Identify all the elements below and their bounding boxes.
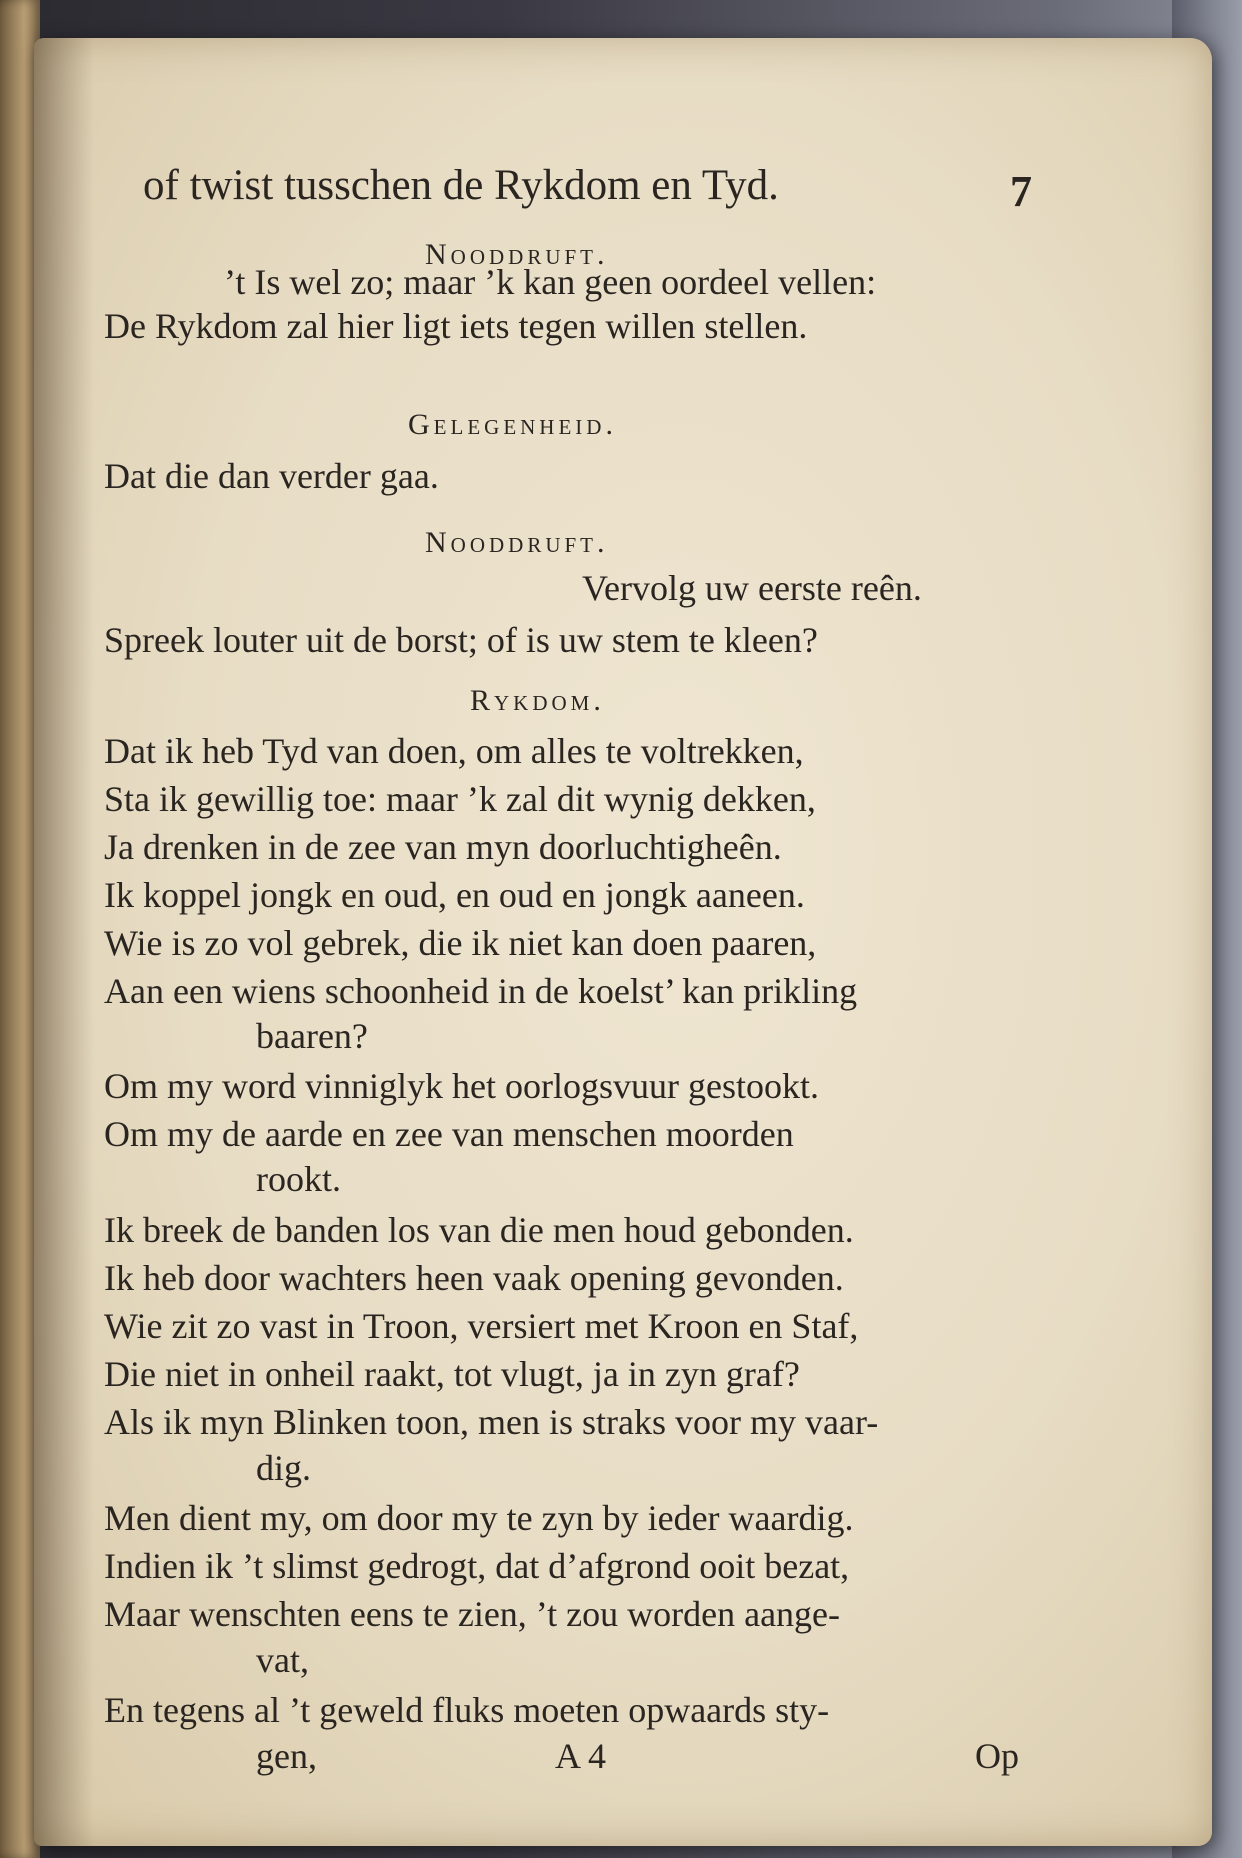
- verse-line: Maar wenschten eens te zien, ’t zou worden aange-: [104, 1594, 841, 1634]
- verse-line: Ja drenken in de zee van myn doorluchtigheên.: [104, 827, 782, 867]
- verse-line: Wie is zo vol gebrek, die ik niet kan doen paaren,: [104, 923, 817, 963]
- verse-line: Dat ik heb Tyd van doen, om alles te voltrekken,: [104, 731, 804, 771]
- running-title: of twist tusschen de Rykdom en Tyd.: [143, 162, 779, 209]
- verse-continuation: gen,: [256, 1736, 317, 1776]
- verse-continuation: baaren?: [256, 1016, 368, 1056]
- verse-line: Als ik myn Blinken toon, men is straks voor my vaar-: [104, 1402, 879, 1442]
- speaker-heading: Rykdom.: [470, 684, 605, 717]
- verse-continuation: dig.: [256, 1448, 312, 1488]
- speaker-heading: Nooddruft.: [425, 238, 609, 271]
- verse-continuation: rookt.: [256, 1159, 341, 1199]
- verse-line: Om my word vinniglyk het oorlogsvuur gestookt.: [104, 1066, 819, 1106]
- verse-line: Vervolg uw eerste reên.: [582, 568, 922, 608]
- verse-line: Spreek louter uit de borst; of is uw stem te kleen?: [104, 620, 818, 660]
- signature-mark: A 4: [555, 1736, 607, 1776]
- verse-line: Aan een wiens schoonheid in de koelst’ kan prikling: [104, 971, 858, 1011]
- page-number: 7: [1010, 167, 1032, 216]
- verse-line: Ik breek de banden los van die men houd gebonden.: [104, 1210, 854, 1250]
- verse-line: Om my de aarde en zee van menschen moorden: [104, 1114, 794, 1154]
- speaker-heading: Gelegenheid.: [408, 408, 617, 441]
- verse-line: Indien ik ’t slimst gedrogt, dat d’afgrond ooit bezat,: [104, 1546, 850, 1586]
- verse-line: ’t Is wel zo; maar ’k kan geen oordeel vellen:: [224, 262, 877, 302]
- verse-line: Ik koppel jongk en oud, en oud en jongk aaneen.: [104, 875, 805, 915]
- speaker-heading: Nooddruft.: [425, 526, 609, 559]
- verse-line: Ik heb door wachters heen vaak opening gevonden.: [104, 1258, 844, 1298]
- verse-line: En tegens al ’t geweld fluks moeten opwaards sty-: [104, 1690, 830, 1730]
- catchword: Op: [975, 1736, 1019, 1776]
- verse-continuation: vat,: [256, 1640, 309, 1680]
- verse-line: Men dient my, om door my te zyn by ieder waardig.: [104, 1498, 854, 1538]
- verse-line: Sta ik gewillig toe: maar ’k zal dit wynig dekken,: [104, 779, 816, 819]
- verse-line: De Rykdom zal hier ligt iets tegen willen stellen.: [104, 306, 808, 346]
- verse-line: Die niet in onheil raakt, tot vlugt, ja in zyn graf?: [104, 1354, 800, 1394]
- verse-line: Dat die dan verder gaa.: [104, 456, 439, 496]
- verse-line: Wie zit zo vast in Troon, versiert met Kroon en Staf,: [104, 1306, 859, 1346]
